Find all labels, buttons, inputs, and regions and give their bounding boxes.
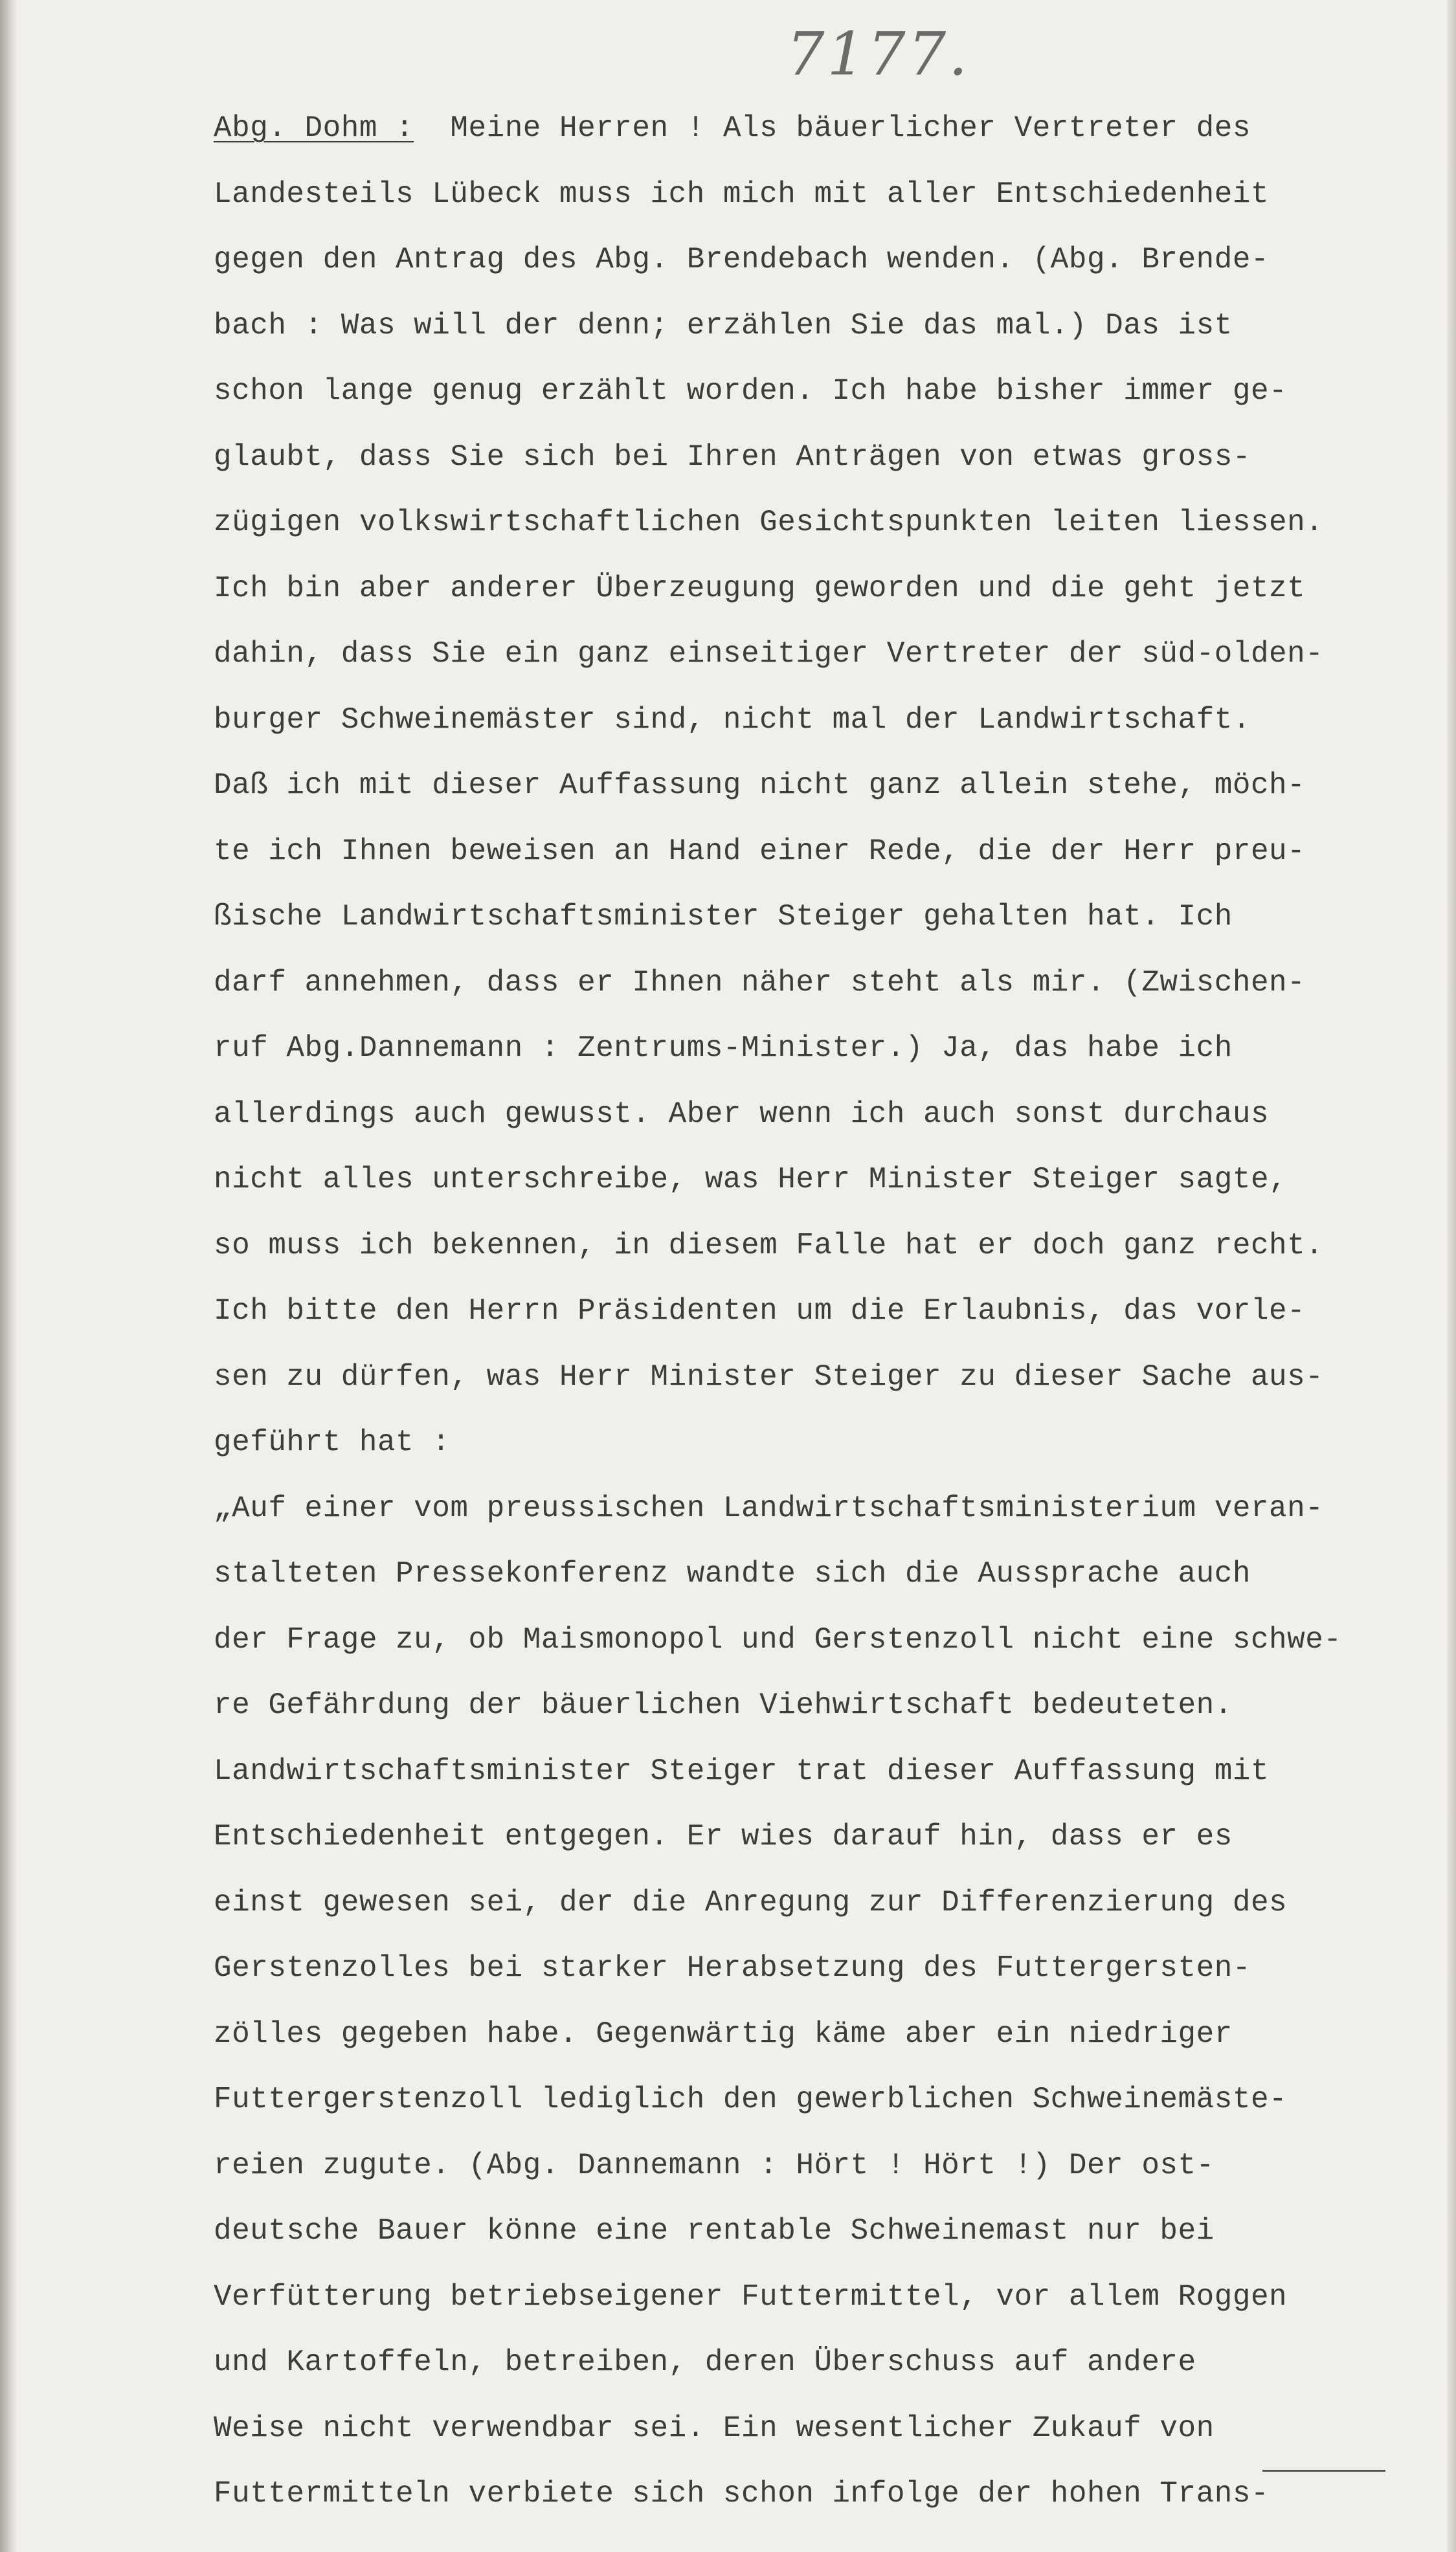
- quote-line: deutsche Bauer könne eine rentable Schweinemast nur bei: [214, 2214, 1215, 2248]
- page-edge: [1447, 0, 1456, 2552]
- text-line: [214, 96, 1431, 162]
- text-line: Ich bitte den Herrn Präsidenten um die Erlaubnis, das vorle-: [214, 1294, 1306, 1328]
- quote-line: und Kartoffeln, betreiben, deren Überschuss auf andere: [214, 2345, 1196, 2379]
- text-line: schon lange genug erzählt worden. Ich habe bisher immer ge-: [214, 374, 1288, 408]
- quote-line: Weise nicht verwendbar sei. Ein wesentlicher Zukauf von: [214, 2411, 1215, 2445]
- text-line: gegen den Antrag des Abg. Brendebach wenden. (Abg. Brende-: [214, 243, 1270, 276]
- quote-line: Gerstenzolles bei starker Herabsetzung des Futtergersten-: [214, 1951, 1251, 1985]
- speaker-label: Abg. Dohm :: [214, 111, 414, 145]
- quote-line: zölles gegeben habe. Gegenwärtig käme aber ein niedriger: [214, 2017, 1233, 2051]
- text-line: Daß ich mit dieser Auffassung nicht ganz allein stehe, möch-: [214, 768, 1306, 802]
- text-line: ßische Landwirtschaftsminister Steiger gehalten hat. Ich: [214, 900, 1233, 934]
- text-line: Ich bin aber anderer Überzeugung geworden und die geht jetzt: [214, 571, 1306, 605]
- text-line: nicht alles unterschreibe, was Herr Minister Steiger sagte,: [214, 1163, 1288, 1196]
- text-line: burger Schweinemäster sind, nicht mal der Landwirtschaft.: [214, 702, 1251, 737]
- text-line: so muss ich bekennen, in diesem Falle hat er doch ganz recht.: [214, 1228, 1324, 1262]
- quote-line: Futtergerstenzoll lediglich den gewerblichen Schweinemäste-: [214, 2083, 1288, 2116]
- text-line: sen zu dürfen, was Herr Minister Steiger zu dieser Sache aus-: [214, 1360, 1324, 1394]
- quote-line: „Auf einer vom preussischen Landwirtschaftsministerium veran-: [214, 1491, 1324, 1525]
- end-rule: [1262, 2470, 1385, 2472]
- quote-line: einst gewesen sei, der die Anregung zur Differenzierung des: [214, 1885, 1288, 1920]
- transcript-body: [214, 96, 1431, 2527]
- quote-line: Landwirtschaftsminister Steiger trat dieser Auffassung mit: [214, 1754, 1270, 1788]
- text-line: bach : Was will der denn; erzählen Sie das mal.) Das ist: [214, 308, 1233, 342]
- text-line-content: Meine Herren ! Als bäuerlicher Vertreter des: [450, 111, 1251, 145]
- quote-line: stalteten Pressekonferenz wandte sich die Aussprache auch: [214, 1557, 1251, 1591]
- text-line: allerdings auch gewusst. Aber wenn ich auch sonst durchaus: [214, 1097, 1270, 1131]
- text-line: Landesteils Lübeck muss ich mich mit aller Entschiedenheit: [214, 177, 1270, 211]
- quote-line: re Gefährdung der bäuerlichen Viehwirtschaft bedeuteten.: [214, 1688, 1233, 1722]
- text-line: zügigen volkswirtschaftlichen Gesichtspunkten leiten liessen.: [214, 506, 1324, 539]
- text-line: dahin, dass Sie ein ganz einseitiger Vertreter der süd-olden-: [214, 637, 1324, 671]
- text-line: te ich Ihnen beweisen an Hand einer Rede, die der Herr preu-: [214, 834, 1306, 868]
- quote-line: Verfütterung betriebseigener Futtermittel, vor allem Roggen: [214, 2279, 1288, 2314]
- quote-line: Entschiedenheit entgegen. Er wies darauf hin, dass er es: [214, 1820, 1233, 1853]
- text-line: glaubt, dass Sie sich bei Ihren Anträgen von etwas gross-: [214, 440, 1251, 474]
- text-line: geführt hat :: [214, 1426, 451, 1459]
- text-line: ruf Abg.Dannemann : Zentrums-Minister.) Ja, das habe ich: [214, 1031, 1233, 1065]
- text-line: darf annehmen, dass er Ihnen näher steht als mir. (Zwischen-: [214, 965, 1306, 1000]
- folio-number: 7177.: [787, 19, 970, 89]
- quote-line: reien zugute. (Abg. Dannemann : Hört ! Hört !) Der ost-: [214, 2148, 1215, 2182]
- quote-line: der Frage zu, ob Maismonopol und Gerstenzoll nicht eine schwe-: [214, 1622, 1342, 1657]
- binding-shadow: [0, 0, 17, 2552]
- quote-line: Futtermitteln verbiete sich schon infolge der hohen Trans-: [214, 2477, 1270, 2511]
